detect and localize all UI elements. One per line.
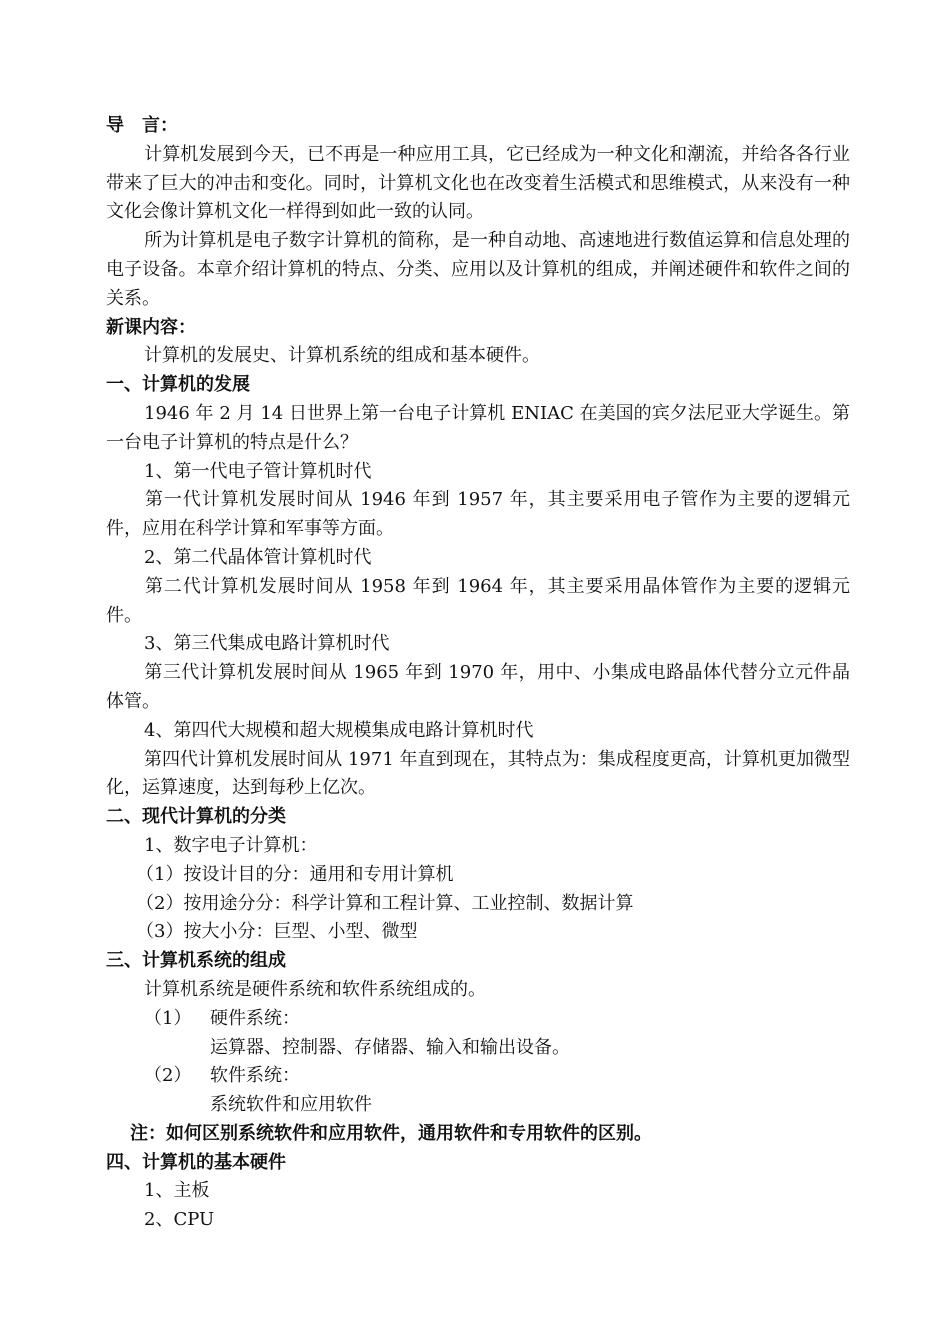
new-lesson-heading: 新课内容： [106,316,196,338]
section2-sub1: （1）按设计目的分：通用和专用计算机 [136,863,454,885]
hardware-label: 硬件系统： [210,1007,300,1029]
new-lesson-text: 计算机的发展史、计算机系统的组成和基本硬件。 [144,345,540,367]
gen3-title: 3、第三代集成电路计算机时代 [144,633,390,655]
section3-note: 注：如何区别系统软件和应用软件，通用软件和专用软件的区别。 [130,1122,652,1144]
gen2-text: 第二代计算机发展时间从 1958 年到 1964 年，其主要采用晶体管作为主要的逻辑元件。 [106,575,850,626]
section2-item1: 1、数字电子计算机： [144,834,318,856]
gen4-title: 4、第四代大规模和超大规模集成电路计算机时代 [144,719,534,741]
hardware-text: 运算器、控制器、存储器、输入和输出设备。 [210,1036,570,1058]
software-number: （2） [144,1065,192,1087]
hardware-number: （1） [144,1007,192,1029]
section1-paragraph: 1946 年 2 月 14 日世界上第一台电子计算机 ENIAC 在美国的宾夕法尼亚大学诞生。第一台电子计算机的特点是什么？ [106,402,850,453]
document-page [106,112,850,1235]
section2-sub2: （2）按用途分分：科学计算和工程计算、工业控制、数据计算 [136,892,634,914]
gen2-title: 2、第二代晶体管计算机时代 [144,546,372,568]
gen1-title: 1、第一代电子管计算机时代 [144,460,372,482]
section3-heading: 三、计算机系统的组成 [106,950,286,972]
section2-heading: 二、现代计算机的分类 [106,806,286,828]
intro-paragraph-2: 所为计算机是电子数字计算机的简称，是一种自动地、高速地进行数值运算和信息处理的电子设备。本章介绍计算机的特点、分类、应用以及计算机的组成，并阐述硬件和软件之间的关系。 [106,230,850,309]
software-item [106,1062,850,1091]
section2-sub3: （3）按大小分：巨型、小型、微型 [136,921,418,943]
gen3-text: 第三代计算机发展时间从 1965 年到 1970 年，用中、小集成电路晶体代替分立元件晶体管。 [106,662,850,712]
section4-heading: 四、计算机的基本硬件 [106,1151,286,1173]
software-text: 系统软件和应用软件 [210,1094,372,1116]
hardware-item [106,1005,850,1034]
software-label: 软件系统： [210,1065,300,1087]
section1-heading: 一、计算机的发展 [106,374,250,396]
section4-item1: 1、主板 [144,1180,210,1202]
section3-text: 计算机系统是硬件系统和软件系统组成的。 [144,978,486,1000]
intro-paragraph-1: 计算机发展到今天，已不再是一种应用工具，它已经成为一种文化和潮流，并给各各行业带来了巨大的冲击和变化。同时，计算机文化也在改变着生活模式和思维模式，从来没有一种文化会像计算机文化一样得到如此一致的认同。 [106,143,850,223]
intro-heading: 导 言： [106,115,178,136]
section4-item2: 2、CPU [144,1209,215,1231]
gen1-text: 第一代计算机发展时间从 1946 年到 1957 年，其主要采用电子管作为主要的逻辑元件，应用在科学计算和军事等方面。 [106,489,850,540]
gen4-text: 第四代计算机发展时间从 1971 年直到现在，其特点为：集成程度更高，计算机更加微型化，运算速度，达到每秒上亿次。 [106,748,850,799]
